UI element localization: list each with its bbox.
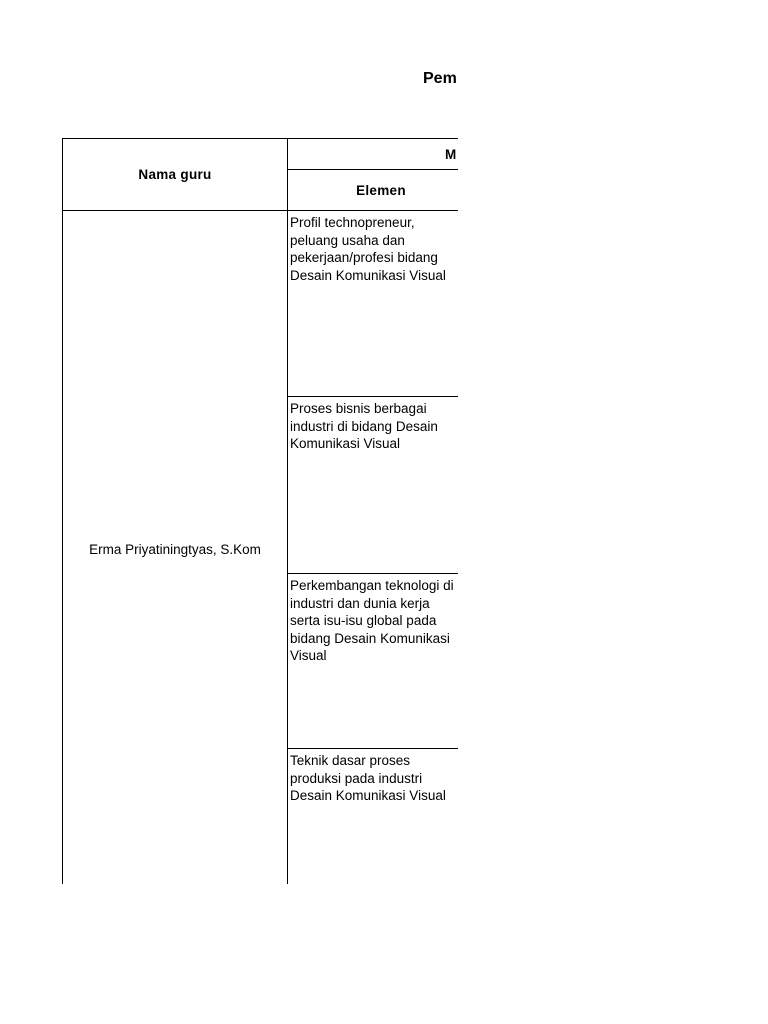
header-group: M <box>288 139 459 170</box>
header-elemen: Elemen <box>288 170 459 211</box>
table-viewport <box>62 138 458 884</box>
element-cell <box>288 211 459 397</box>
teacher-elements-table <box>62 138 458 884</box>
element-text: Profil technopreneur, peluang usaha dan pekerjaan/profesi bidang Desain Komunikasi Visual <box>290 215 446 283</box>
header-row-1 <box>63 139 459 170</box>
table-row <box>63 211 459 397</box>
teacher-name-cell <box>63 211 288 885</box>
teacher-name: Erma Priyatiningtyas, S.Kom <box>89 541 261 557</box>
element-cell <box>288 397 459 574</box>
element-cell <box>288 749 459 885</box>
page-title: Pem <box>423 70 457 87</box>
element-text: Proses bisnis berbagai industri di bidang Desain Komunikasi Visual <box>290 401 438 451</box>
element-text: Teknik dasar proses produksi pada industri Desain Komunikasi Visual <box>290 753 446 803</box>
element-cell <box>288 574 459 749</box>
element-text: Perkembangan teknologi di industri dan dunia kerja serta isu-isu global pada bidang Desain Komunikasi Visual <box>290 578 454 663</box>
header-nama-guru: Nama guru <box>63 139 288 211</box>
